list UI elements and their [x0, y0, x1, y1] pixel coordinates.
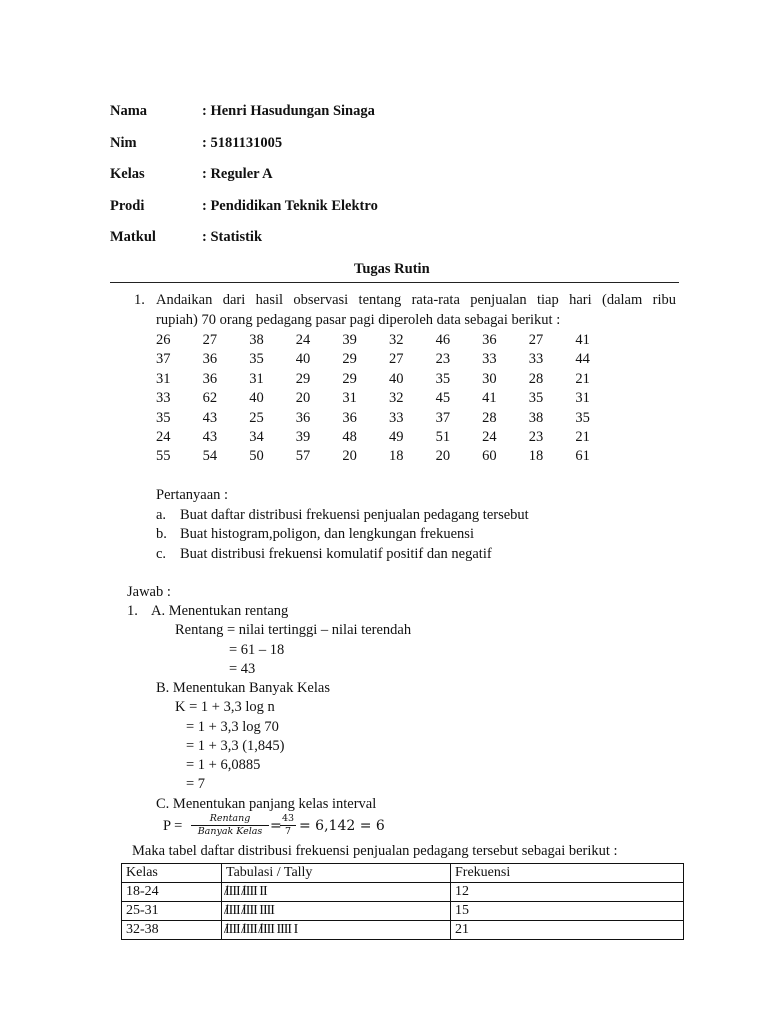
data-grid-cell: 18	[528, 448, 544, 465]
fraction-43-per-7	[280, 813, 296, 837]
data-grid-cell: 60	[482, 448, 497, 465]
data-grid-cell: 33	[156, 390, 171, 407]
data-grid-cell: 40	[249, 390, 264, 407]
data-grid-cell: 24	[156, 428, 171, 445]
data-grid-cell: 61	[575, 448, 590, 465]
fraction2-denominator: 7	[284, 826, 292, 837]
data-grid-cell: 25	[249, 409, 264, 426]
data-grid-cell: 51	[435, 428, 451, 445]
data-grid-cell: 49	[388, 428, 404, 445]
label-matkul: Matkul	[110, 229, 156, 245]
value-nim: : 5181131005	[202, 135, 283, 151]
title-divider	[110, 282, 679, 283]
data-grid-cell: 26	[156, 332, 171, 348]
data-grid-cell: 45	[435, 390, 451, 407]
data-grid-cell: 35	[575, 409, 590, 426]
cell-frekuensi: 12	[451, 883, 684, 902]
data-grid-row	[156, 370, 636, 389]
data-grid-cell: 24	[295, 332, 311, 348]
section-a-line-2: = 61 – 18	[229, 642, 285, 658]
data-grid-cell: 33	[388, 409, 404, 426]
data-grid-cell: 38	[249, 332, 264, 348]
cell-kelas: 25-31	[122, 902, 222, 921]
page-title: Tugas Rutin	[354, 261, 430, 277]
label-prodi: Prodi	[110, 198, 145, 214]
data-grid-cell: 39	[295, 428, 311, 445]
item-a-text: Buat daftar distribusi frekuensi penjualan pedagang tersebut	[180, 507, 529, 523]
section-b-line-1: K = 1 + 3,3 log n	[175, 699, 275, 715]
section-b-line-3: = 1 + 3,3 (1,845)	[186, 738, 285, 754]
data-grid-cell: 32	[388, 390, 404, 407]
label-kelas: Kelas	[110, 166, 145, 182]
formula-p: P =	[163, 818, 183, 834]
value-prodi: : Pendidikan Teknik Elektro	[202, 198, 378, 214]
cell-frekuensi: 15	[451, 902, 684, 921]
column-header-kelas: Kelas	[122, 864, 222, 883]
data-grid-cell: 33	[528, 351, 544, 368]
value-nama: : Henri Hasudungan Sinaga	[202, 103, 375, 119]
fraction-numerator: Rentang	[191, 813, 269, 826]
data-grid-cell: 28	[528, 370, 544, 387]
data-grid-cell: 18	[388, 448, 404, 465]
question-number: 1.	[134, 292, 145, 308]
data-grid-row	[156, 350, 636, 369]
data-grid-cell: 30	[482, 370, 497, 387]
item-a-marker: a.	[156, 507, 167, 523]
table-row	[122, 902, 684, 921]
value-kelas: : Reguler A	[202, 166, 273, 182]
data-grid-cell: 31	[156, 370, 171, 387]
data-grid-cell: 31	[575, 390, 590, 407]
data-grid-cell: 36	[295, 409, 311, 426]
data-grid-cell: 35	[435, 370, 451, 387]
data-grid-cell: 33	[482, 351, 497, 368]
data-grid-cell: 35	[249, 351, 264, 368]
data-grid-cell: 31	[342, 390, 357, 407]
data-grid-cell: 41	[482, 390, 497, 407]
formula-equals: =	[270, 818, 282, 834]
table-row	[122, 883, 684, 902]
data-grid-cell: 29	[342, 351, 357, 368]
cell-kelas: 18-24	[122, 883, 222, 902]
data-grid	[156, 331, 636, 467]
table-header-row	[122, 864, 684, 883]
fraction2-numerator: 43	[281, 813, 295, 824]
data-grid-cell: 35	[156, 409, 171, 426]
cell-frekuensi: 21	[451, 921, 684, 940]
data-grid-cell: 27	[388, 351, 404, 368]
column-header-tally: Tabulasi / Tally	[222, 864, 451, 883]
item-b-marker: b.	[156, 526, 167, 542]
data-grid-row	[156, 409, 636, 428]
formula-result: = 6,142 = 6	[299, 818, 385, 834]
data-grid-cell: 21	[575, 370, 590, 387]
section-b-line-4: = 1 + 6,0885	[186, 757, 261, 773]
item-c-marker: c.	[156, 546, 167, 562]
question-line-1: Andaikan dari hasil observasi tentang rata-rata penjualan tiap hari (dalam ribu	[156, 292, 676, 308]
table-intro: Maka tabel daftar distribusi frekuensi penjualan pedagang tersebut sebagai berikut :	[132, 843, 618, 859]
data-grid-cell: 43	[202, 428, 218, 445]
data-grid-cell: 39	[342, 332, 357, 348]
section-b-line-2: = 1 + 3,3 log 70	[186, 719, 279, 735]
table-row	[122, 921, 684, 940]
section-b-line-5: = 7	[186, 776, 206, 792]
data-grid-cell: 62	[202, 390, 218, 407]
fraction-denominator: Banyak Kelas	[197, 826, 263, 837]
question-prompt: Pertanyaan :	[156, 487, 229, 503]
data-grid-cell: 40	[295, 351, 311, 368]
data-grid-cell: 35	[528, 390, 544, 407]
section-a-line-3: = 43	[229, 661, 256, 677]
data-grid-cell: 34	[249, 428, 264, 445]
data-grid-cell: 36	[342, 409, 357, 426]
data-grid-cell: 57	[295, 448, 311, 465]
data-grid-cell: 36	[202, 351, 218, 368]
data-grid-cell: 43	[202, 409, 218, 426]
data-grid-cell: 32	[388, 332, 404, 348]
cell-tally: ̸IIII ̸IIII ̸IIII IIII I	[222, 921, 451, 940]
question-line-2: rupiah) 70 orang pedagang pasar pagi diperoleh data sebagai berikut :	[156, 312, 561, 328]
column-header-frekuensi: Frekuensi	[451, 864, 684, 883]
fraction-rentang-per-kelas	[191, 813, 269, 837]
data-grid-cell: 37	[435, 409, 451, 426]
data-grid-cell: 36	[202, 370, 218, 387]
data-grid-cell: 23	[528, 428, 544, 445]
data-grid-cell: 50	[249, 448, 264, 465]
answer-heading: Jawab :	[127, 584, 171, 600]
data-grid-cell: 41	[575, 332, 590, 348]
data-grid-cell: 29	[295, 370, 311, 387]
data-grid-cell: 29	[342, 370, 357, 387]
data-grid-cell: 20	[435, 448, 451, 465]
data-grid-cell: 27	[202, 332, 218, 348]
data-grid-row	[156, 389, 636, 408]
data-grid-cell: 27	[528, 332, 544, 348]
data-grid-cell: 21	[575, 428, 590, 445]
data-grid-row	[156, 447, 636, 466]
label-nim: Nim	[110, 135, 137, 151]
data-grid-cell: 23	[435, 351, 451, 368]
cell-kelas: 32-38	[122, 921, 222, 940]
answer-number: 1.	[127, 603, 138, 619]
data-grid-cell: 40	[388, 370, 404, 387]
section-a-title: A. Menentukan rentang	[151, 603, 289, 619]
data-grid-cell: 20	[295, 390, 311, 407]
data-grid-cell: 44	[575, 351, 590, 368]
data-grid-cell: 46	[435, 332, 451, 348]
data-grid-cell: 48	[342, 428, 357, 445]
section-a-line-1: Rentang = nilai tertinggi – nilai terendah	[175, 622, 412, 638]
item-c-text: Buat distribusi frekuensi komulatif positif dan negatif	[180, 546, 492, 562]
data-grid-row	[156, 331, 636, 350]
data-grid-cell: 28	[482, 409, 497, 426]
data-grid-cell: 55	[156, 448, 171, 465]
frequency-table	[121, 863, 684, 940]
value-matkul: : Statistik	[202, 229, 263, 245]
data-grid-cell: 54	[202, 448, 218, 465]
section-c-title: C. Menentukan panjang kelas interval	[156, 796, 377, 812]
cell-tally: ̸IIII ̸IIII II	[222, 883, 451, 902]
item-b-text: Buat histogram,poligon, dan lengkungan frekuensi	[180, 526, 474, 542]
data-grid-cell: 38	[528, 409, 544, 426]
section-b-title: B. Menentukan Banyak Kelas	[156, 680, 330, 696]
data-grid-cell: 24	[482, 428, 497, 445]
data-grid-row	[156, 428, 636, 447]
cell-tally: ̸IIII ̸IIII IIII	[222, 902, 451, 921]
data-grid-cell: 37	[156, 351, 171, 368]
data-grid-cell: 31	[249, 370, 264, 387]
data-grid-cell: 36	[482, 332, 497, 348]
data-grid-cell: 20	[342, 448, 357, 465]
label-nama: Nama	[110, 103, 148, 119]
